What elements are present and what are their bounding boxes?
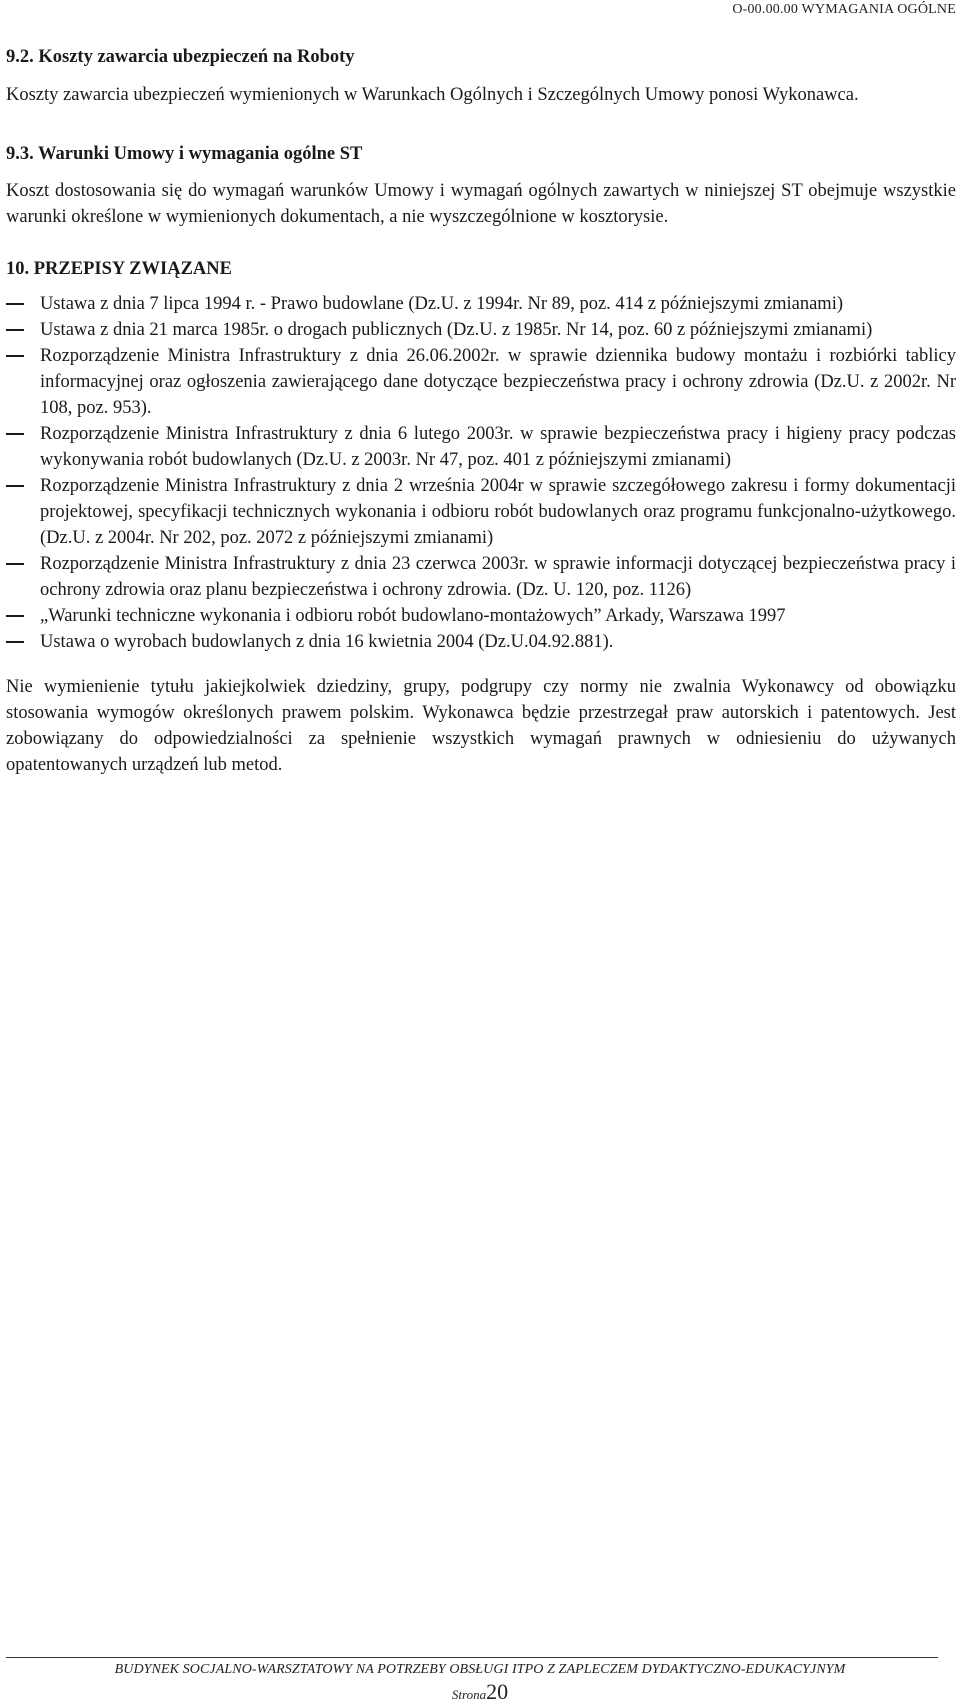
list-item-text: „Warunki techniczne wykonania i odbioru robót budowlano-montażowych” Arkady, Warszawa 1997 (40, 606, 786, 626)
list-item (6, 603, 956, 629)
list-item (6, 317, 956, 343)
footer-divider (6, 1657, 938, 1658)
list-item (6, 421, 956, 473)
section-10-heading: 10. PRZEPISY ZWIĄZANE (6, 259, 232, 279)
list-item (6, 551, 956, 603)
page-label: Strona (451, 1687, 487, 1702)
dash-bullet-icon (6, 615, 24, 617)
document-body (6, 44, 956, 778)
page-number-value: 20 (486, 1679, 509, 1704)
footer-project-title: BUDYNEK SOCJALNO-WARSZTATOWY NA POTRZEBY OBSŁUGI ITPO Z ZAPLECZEM DYDAKTYCZNO-EDUKACYJNYM (114, 1662, 846, 1677)
dash-bullet-icon (6, 641, 24, 643)
page-number (0, 1679, 960, 1705)
dash-bullet-icon (6, 485, 24, 487)
list-item-text: Ustawa o wyrobach budowlanych z dnia 16 kwietnia 2004 (Dz.U.04.92.881). (40, 632, 614, 652)
list-item (6, 629, 956, 655)
dash-bullet-icon (6, 563, 24, 565)
list-item-text: Rozporządzenie Ministra Infrastruktury z dnia 26.06.2002r. w sprawie dziennika budowy montażu i rozbiórki tablicy informacyjnej oraz ogłoszenia zawierającego dane dotyczące bezpieczeństwa pracy i ochrony zdrowia (Dz.U. z 2002r. Nr 108, poz. 953). (40, 346, 956, 418)
dash-bullet-icon (6, 355, 24, 357)
section-9-2-text: Koszty zawarcia ubezpieczeń wymienionych w Warunkach Ogólnych i Szczególnych Umowy ponosi Wykonawca. (6, 85, 859, 105)
regulations-list (6, 291, 956, 655)
list-item (6, 473, 956, 551)
dash-bullet-icon (6, 329, 24, 331)
section-9-3-heading: 9.3. Warunki Umowy i wymagania ogólne ST (6, 144, 363, 164)
list-item-text: Rozporządzenie Ministra Infrastruktury z dnia 23 czerwca 2003r. w sprawie informacji dotyczącej bezpieczeństwa pracy i ochrony zdrowia oraz planu bezpieczeństwa i ochrony zdrowia. (Dz. U. 120, poz. 1126) (40, 554, 956, 600)
list-item-text: Ustawa z dnia 21 marca 1985r. o drogach publicznych (Dz.U. z 1985r. Nr 14, poz. 60 z późniejszymi zmianami) (40, 320, 873, 340)
list-item (6, 343, 956, 421)
dash-bullet-icon (6, 303, 24, 305)
dash-bullet-icon (6, 433, 24, 435)
document-reference: O-00.00.00 WYMAGANIA OGÓLNE (732, 2, 956, 17)
list-item-text: Ustawa z dnia 7 lipca 1994 r. - Prawo budowlane (Dz.U. z 1994r. Nr 89, poz. 414 z późniejszymi zmianami) (40, 294, 843, 314)
closing-paragraph: Nie wymienienie tytułu jakiejkolwiek dziedziny, grupy, podgrupy czy normy nie zwalnia Wykonawcy od obowiązku stosowania wymogów określonych prawem polskim. Wykonawca będzie przestrzegał praw autorskich i patentowych. Jest zobowiązany do odpowiedzialności za spełnienie wszystkich wymagań prawnych w odniesieniu do używanych opatentowanych urządzeń lub metod. (6, 677, 956, 775)
list-item-text: Rozporządzenie Ministra Infrastruktury z dnia 6 lutego 2003r. w sprawie bezpieczeństwa pracy i higieny pracy podczas wykonywania robót budowlanych (Dz.U. z 2003r. Nr 47, poz. 401 z późniejszymi zmianami) (40, 424, 956, 470)
section-9-2-heading: 9.2. Koszty zawarcia ubezpieczeń na Roboty (6, 47, 355, 67)
section-9-3-text: Koszt dostosowania się do wymagań warunków Umowy i wymagań ogólnych zawartych w niniejszej ST obejmuje wszystkie warunki określone w wymienionych dokumentach, a nie wyszczególnione w kosztorysie. (6, 181, 956, 227)
list-item (6, 291, 956, 317)
list-item-text: Rozporządzenie Ministra Infrastruktury z dnia 2 września 2004r w sprawie szczegółowego zakresu i formy dokumentacji projektowej, specyfikacji technicznych wykonania i odbioru robót budowlanych oraz programu funkcjonalno-użytkowego. (Dz.U. z 2004r. Nr 202, poz. 2072 z późniejszymi zmianami) (40, 476, 956, 548)
